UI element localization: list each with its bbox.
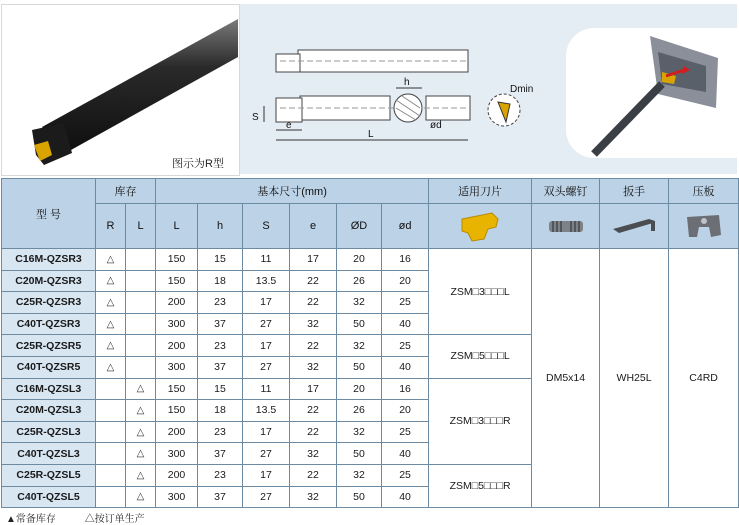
s-cell: 27 [243, 313, 290, 335]
header-plate: 压板 [669, 179, 739, 204]
model-cell: C25R-QZSL5 [2, 464, 96, 486]
sd-cell: 25 [382, 335, 429, 357]
stock-l-cell [126, 335, 156, 357]
sd-cell: 40 [382, 486, 429, 508]
s-cell: 27 [243, 356, 290, 378]
header-dimensions: 基本尺寸(mm) [156, 179, 429, 204]
e-cell: 17 [290, 378, 337, 400]
dim-s-label: S [252, 112, 259, 123]
stock-r-cell: △ [96, 356, 126, 378]
stock-l-cell: △ [126, 378, 156, 400]
od-cell: 50 [337, 313, 382, 335]
sd-cell: 16 [382, 249, 429, 271]
model-cell: C40T-QZSL3 [2, 443, 96, 465]
length-cell: 150 [156, 249, 198, 271]
s-cell: 17 [243, 335, 290, 357]
blade-group-cell: ZSM□5□□□L [429, 335, 532, 378]
header-model: 型 号 [2, 179, 96, 249]
dim-od-label: ød [430, 120, 442, 131]
sd-cell: 40 [382, 443, 429, 465]
stock-l-cell [126, 249, 156, 271]
s-cell: 27 [243, 486, 290, 508]
h-cell: 37 [198, 313, 243, 335]
header-wrench: 扳手 [600, 179, 669, 204]
sd-cell: 25 [382, 421, 429, 443]
wrench-cell: WH25L [600, 249, 669, 508]
stock-l-cell [126, 356, 156, 378]
application-image [566, 28, 738, 158]
h-cell: 23 [198, 292, 243, 314]
dim-e-label: e [286, 120, 292, 131]
model-cell: C40T-QZSR3 [2, 313, 96, 335]
h-cell: 37 [198, 356, 243, 378]
stock-r-cell: △ [96, 313, 126, 335]
stock-l-cell: △ [126, 443, 156, 465]
figure-caption: 图示为R型 [172, 158, 224, 170]
h-cell: 37 [198, 486, 243, 508]
model-cell: C16M-QZSR3 [2, 249, 96, 271]
length-cell: 200 [156, 335, 198, 357]
stock-r-cell [96, 464, 126, 486]
stock-r-cell: △ [96, 292, 126, 314]
wrench-image-cell [600, 204, 669, 249]
od-cell: 50 [337, 443, 382, 465]
stock-l-cell: △ [126, 486, 156, 508]
e-cell: 22 [290, 270, 337, 292]
stock-r-cell [96, 378, 126, 400]
stock-r-cell [96, 486, 126, 508]
e-cell: 32 [290, 443, 337, 465]
sd-cell: 40 [382, 356, 429, 378]
h-cell: 18 [198, 270, 243, 292]
dim-dmin-label: Dmin [510, 84, 534, 95]
header-blade: 适用刀片 [429, 179, 532, 204]
header-stock: 库存 [96, 179, 156, 204]
model-cell: C25R-QZSR5 [2, 335, 96, 357]
s-cell: 13.5 [243, 270, 290, 292]
boring-bar-image [2, 5, 239, 175]
stock-r-cell [96, 421, 126, 443]
od-cell: 32 [337, 292, 382, 314]
e-cell: 22 [290, 421, 337, 443]
od-cell: 50 [337, 486, 382, 508]
model-cell: C40T-QZSR5 [2, 356, 96, 378]
header-screw: 双头螺钉 [532, 179, 600, 204]
sd-cell: 25 [382, 464, 429, 486]
screw-cell: DM5x14 [532, 249, 600, 508]
stock-r-cell [96, 443, 126, 465]
h-cell: 15 [198, 378, 243, 400]
length-cell: 300 [156, 313, 198, 335]
screw-image-cell [532, 204, 600, 249]
subheader-e: e [290, 204, 337, 249]
subheader-h: h [198, 204, 243, 249]
stock-l-cell: △ [126, 421, 156, 443]
legend-made-to-order: △按订单生产 [84, 514, 145, 525]
e-cell: 22 [290, 400, 337, 422]
stock-l-cell [126, 270, 156, 292]
h-cell: 18 [198, 400, 243, 422]
s-cell: 17 [243, 421, 290, 443]
blade-group-cell: ZSM□3□□□R [429, 378, 532, 464]
subheader-l-hand: L [126, 204, 156, 249]
legend [6, 510, 171, 525]
stock-r-cell: △ [96, 249, 126, 271]
subheader-r: R [96, 204, 126, 249]
plate-image-cell [669, 204, 739, 249]
od-cell: 26 [337, 400, 382, 422]
model-cell: C25R-QZSL3 [2, 421, 96, 443]
header-figure-area [0, 0, 739, 177]
s-cell: 11 [243, 249, 290, 271]
e-cell: 32 [290, 356, 337, 378]
bore-insert-image [566, 28, 738, 158]
h-cell: 23 [198, 421, 243, 443]
sd-cell: 40 [382, 313, 429, 335]
model-cell: C40T-QZSL5 [2, 486, 96, 508]
h-cell: 15 [198, 249, 243, 271]
od-cell: 32 [337, 335, 382, 357]
subheader-length: L [156, 204, 198, 249]
od-cell: 20 [337, 249, 382, 271]
spec-table [1, 178, 739, 508]
e-cell: 17 [290, 249, 337, 271]
stock-r-cell: △ [96, 335, 126, 357]
length-cell: 300 [156, 443, 198, 465]
length-cell: 150 [156, 378, 198, 400]
subheader-od: ØD [337, 204, 382, 249]
e-cell: 32 [290, 486, 337, 508]
dim-l-label: L [368, 129, 374, 140]
insert-blade-icon [458, 209, 502, 243]
s-cell: 27 [243, 443, 290, 465]
blade-image-cell [429, 204, 532, 249]
length-cell: 200 [156, 464, 198, 486]
blade-group-cell: ZSM□3□□□L [429, 249, 532, 335]
e-cell: 22 [290, 292, 337, 314]
subheader-s: S [243, 204, 290, 249]
double-screw-icon [543, 209, 589, 243]
od-cell: 20 [337, 378, 382, 400]
sd-cell: 20 [382, 270, 429, 292]
h-cell: 37 [198, 443, 243, 465]
clamp-plate-icon [681, 209, 727, 243]
s-cell: 17 [243, 292, 290, 314]
e-cell: 22 [290, 464, 337, 486]
h-cell: 23 [198, 335, 243, 357]
blade-group-cell: ZSM□5□□□R [429, 464, 532, 507]
stock-l-cell [126, 313, 156, 335]
od-cell: 32 [337, 464, 382, 486]
table-row [2, 249, 739, 271]
s-cell: 17 [243, 464, 290, 486]
plate-cell: C4RD [669, 249, 739, 508]
legend-regular-stock: ▲常备库存 [6, 514, 56, 525]
od-cell: 32 [337, 421, 382, 443]
stock-r-cell: △ [96, 270, 126, 292]
od-cell: 50 [337, 356, 382, 378]
od-cell: 26 [337, 270, 382, 292]
s-cell: 13.5 [243, 400, 290, 422]
s-cell: 11 [243, 378, 290, 400]
length-cell: 150 [156, 400, 198, 422]
length-cell: 300 [156, 486, 198, 508]
model-cell: C20M-QZSL3 [2, 400, 96, 422]
h-cell: 23 [198, 464, 243, 486]
sd-cell: 25 [382, 292, 429, 314]
length-cell: 200 [156, 292, 198, 314]
length-cell: 300 [156, 356, 198, 378]
e-cell: 32 [290, 313, 337, 335]
dim-h-label: h [404, 77, 410, 88]
model-cell: C16M-QZSL3 [2, 378, 96, 400]
tool-photo [1, 4, 240, 176]
stock-l-cell [126, 292, 156, 314]
length-cell: 200 [156, 421, 198, 443]
sd-cell: 16 [382, 378, 429, 400]
sd-cell: 20 [382, 400, 429, 422]
model-cell: C25R-QZSR3 [2, 292, 96, 314]
e-cell: 22 [290, 335, 337, 357]
subheader-sd: ød [382, 204, 429, 249]
model-cell: C20M-QZSR3 [2, 270, 96, 292]
length-cell: 150 [156, 270, 198, 292]
hex-wrench-icon [609, 211, 659, 241]
stock-l-cell: △ [126, 400, 156, 422]
stock-l-cell: △ [126, 464, 156, 486]
stock-r-cell [96, 400, 126, 422]
